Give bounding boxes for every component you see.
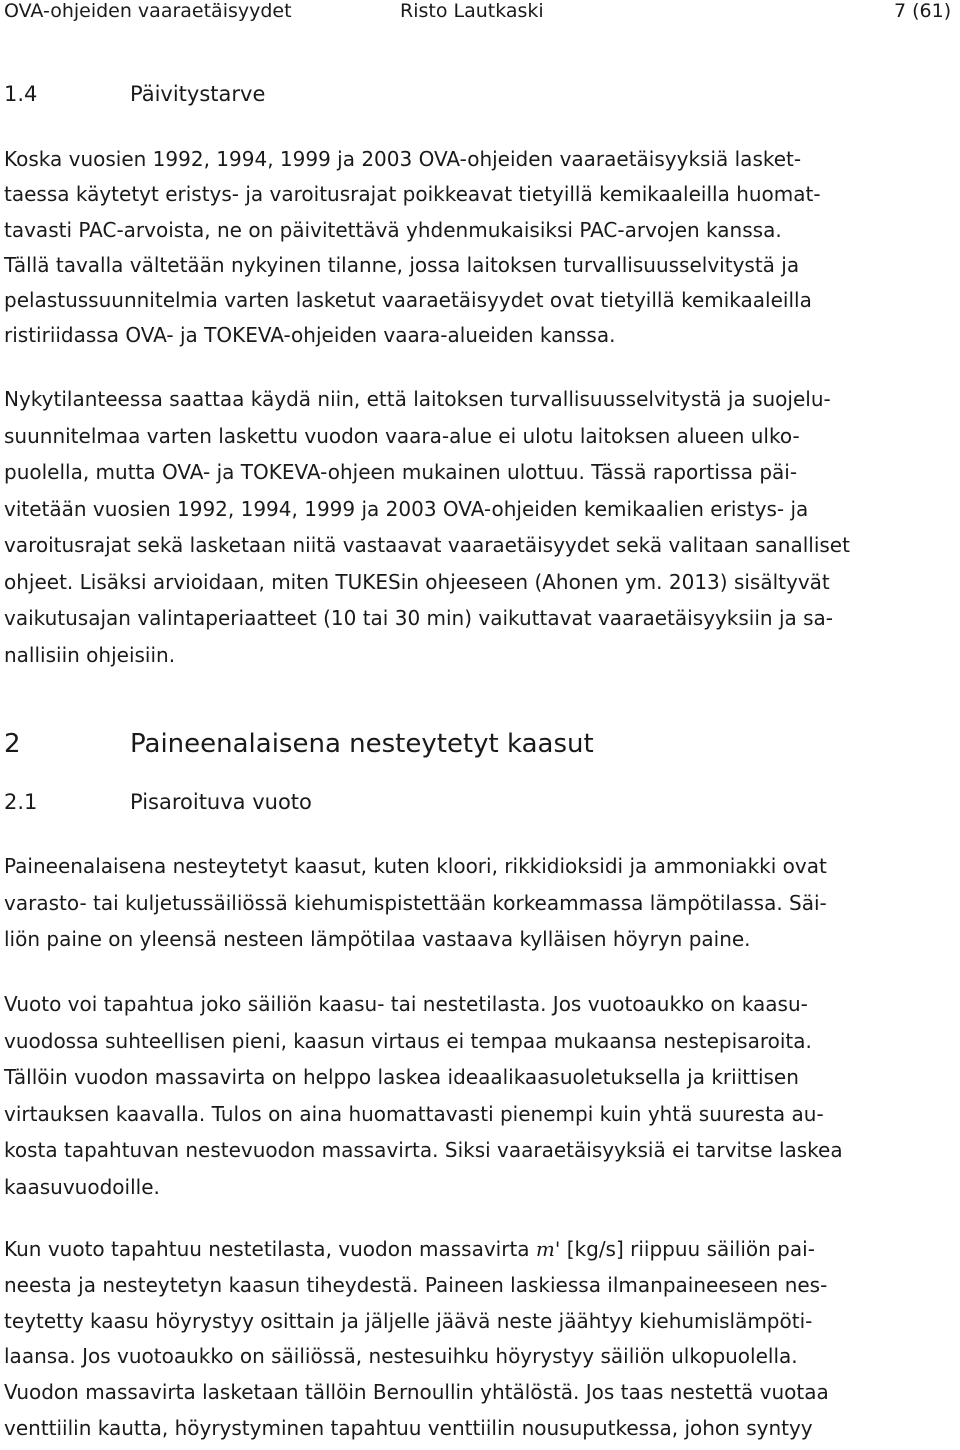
running-header-title: OVA-ohjeiden vaaraetäisyydet <box>4 0 292 22</box>
text-line <box>4 1232 956 1268</box>
text-line: Vuoto voi tapahtua joko säiliön kaasu- tai nestetilasta. Jos vuotoaukko on kaasu- <box>4 992 808 1016</box>
text-line: vitetään vuosien 1992, 1994, 1999 ja 2003 OVA-ohjeiden kemikaalien eristys- ja <box>4 496 809 521</box>
text-line: tavasti PAC-arvoista, ne on päivitettävä yhdenmukaisiksi PAC-arvojen kanssa. <box>4 217 782 242</box>
text-line: varoitusrajat sekä lasketaan niitä vastaavat vaaraetäisyydet sekä valitaan sanalliset <box>4 533 850 557</box>
text-line: venttiilin kautta, höyrystyminen tapahtuu venttiilin nousuputkessa, johon syntyy <box>4 1415 813 1440</box>
text-line: Tällöin vuodon massavirta on helppo laskea ideaalikaasuoletuksella ja kriittisen <box>4 1065 799 1089</box>
section-2-1-paragraph-3 <box>4 1232 956 1447</box>
text-line: virtauksen kaavalla. Tulos on aina huomattavasti pienempi kuin yhtä suuresta au- <box>4 1101 824 1126</box>
text-line: laansa. Jos vuotoaukko on säiliössä, nestesuihku höyrystyy säiliön ulkopuolella. <box>4 1344 798 1369</box>
text-line: vaikutusajan valintaperiaatteet (10 tai 30 min) vaikuttavat vaaraetäisyyksiin ja sa- <box>4 606 834 630</box>
section-2-1-paragraph-2 <box>4 986 956 1205</box>
text-line: puolella, mutta OVA- ja TOKEVA-ohjeen mukainen ulottuu. Tässä raportissa päi- <box>4 460 798 484</box>
text-line: Koska vuosien 1992, 1994, 1999 ja 2003 OVA-ohjeiden vaaraetäisyyksiä lasket- <box>4 147 802 171</box>
text-line: kaasuvuodoille. <box>4 1174 160 1199</box>
text-line: taessa käytetyt eristys- ja varoitusrajat poikkeavat tietyillä kemikaaleilla huomat- <box>4 182 821 207</box>
text-line: liön paine on yleensä nesteen lämpötilaa vastaava kylläisen höyryn paine. <box>4 927 751 951</box>
text-line: vuodossa suhteellisen pieni, kaasun virtaus ei tempaa mukaansa nestepisaroita. <box>4 1028 812 1053</box>
section-2-heading <box>4 727 594 761</box>
text-line: varasto- tai kuljetussäiliössä kiehumispistettään korkeammassa lämpötilassa. Säi- <box>4 890 827 915</box>
running-header-page-number: 7 (61) <box>894 0 952 22</box>
text-run: Kun vuoto tapahtuu nestetilasta, vuodon massavirta <box>4 1237 536 1261</box>
text-line: suunnitelmaa varten laskettu vuodon vaara-alue ei ulotu laitoksen alueen ulko- <box>4 423 800 448</box>
section-2-1-heading <box>4 788 312 816</box>
section-1-4-number: 1.4 <box>4 82 38 106</box>
section-1-4-paragraph-2 <box>4 381 956 673</box>
text-line: ohjeet. Lisäksi arvioidaan, miten TUKESin ohjeeseen (Ahonen ym. 2013) sisältyvät <box>4 569 830 594</box>
text-line: Vuodon massavirta lasketaan tällöin Bernoullin yhtälöstä. Jos taas nestettä vuotaa <box>4 1380 829 1405</box>
running-header-author: Risto Lautkaski <box>400 0 544 22</box>
section-2-1-title: Pisaroituva vuoto <box>130 790 312 814</box>
text-line: Tällä tavalla vältetään nykyinen tilanne, jossa laitoksen turvallisuusselvitystä ja <box>4 252 800 277</box>
mass-flow-symbol: m' <box>535 1237 561 1261</box>
text-line: teytetty kaasu höyrystyy osittain ja jäljelle jäävä neste jäähtyy kiehumislämpöti- <box>4 1308 813 1333</box>
text-line: neesta ja nesteytetyn kaasun tiheydestä. Paineen laskiessa ilmanpaineeseen nes- <box>4 1272 828 1297</box>
text-line: Paineenalaisena nesteytetyt kaasut, kuten kloori, rikkidioksidi ja ammoniakki ovat <box>4 854 827 878</box>
section-1-4-heading <box>4 80 265 108</box>
section-2-title: Paineenalaisena nesteytetyt kaasut <box>130 729 594 759</box>
text-line: kosta tapahtuvan nestevuodon massavirta. Siksi vaaraetäisyyksiä ei tarvitse laskea <box>4 1138 843 1162</box>
text-line: ristiriidassa OVA- ja TOKEVA-ohjeiden vaara-alueiden kanssa. <box>4 323 616 348</box>
section-2-1-number: 2.1 <box>4 790 38 814</box>
section-2-1-paragraph-1 <box>4 848 956 958</box>
text-line: Nykytilanteessa saattaa käydä niin, että laitoksen turvallisuusselvitystä ja suojelu- <box>4 387 831 411</box>
text-line: nallisiin ohjeisiin. <box>4 642 176 667</box>
section-2-number: 2 <box>4 729 21 759</box>
text-line: pelastussuunnitelmia varten lasketut vaaraetäisyydet ovat tietyillä kemikaaleilla <box>4 288 812 313</box>
section-1-4-paragraph-1 <box>4 142 956 354</box>
text-run: [kg/s] riippuu säiliön pai- <box>560 1237 815 1261</box>
section-1-4-title: Päivitystarve <box>130 82 266 106</box>
